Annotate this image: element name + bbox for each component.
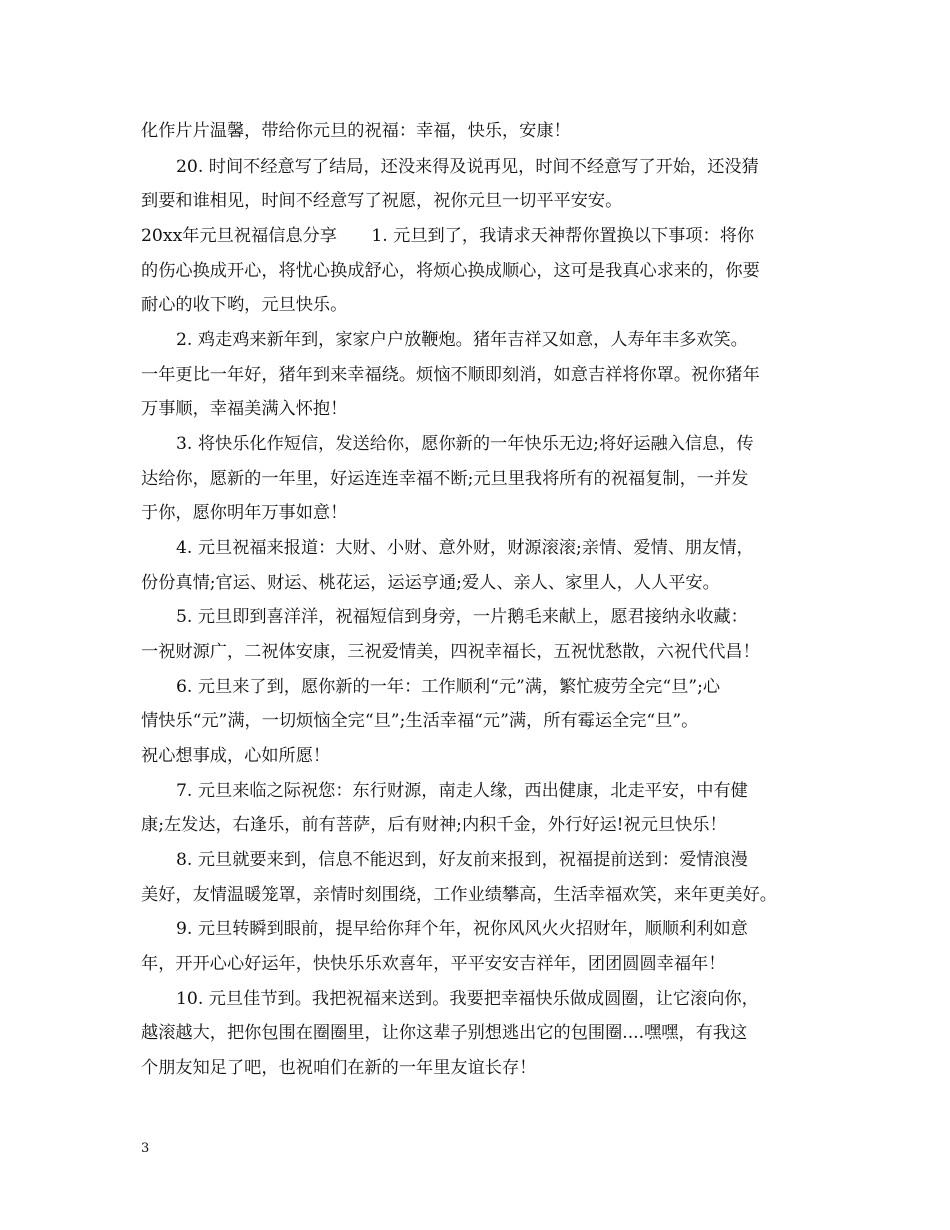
text-line: 9. 元旦转瞬到眼前，提早给你拜个年，祝你风风火火招财年，顺顺利利如意: [176, 919, 748, 939]
text-line: 5. 元旦即到喜洋洋，祝福短信到身旁，一片鹅毛来献上，愿君接纳永收藏：: [176, 607, 748, 627]
text-line: 的伤心换成开心，将忧心换成舒心，将烦心换成顺心，这可是我真心求来的，你要: [141, 261, 760, 281]
page-number: 3: [141, 1141, 150, 1156]
text-line: 美好，友情温暖笼罩，亲情时刻围绕，工作业绩攀高，生活幸福欢笑，来年更美好。: [141, 885, 777, 905]
text-line: 4. 元旦祝福来报道：大财、小财、意外财，财源滚滚;亲情、爱情、朋友情，: [176, 538, 754, 558]
text-line: 康;左发达，右逢乐，前有菩萨，后有财神;内积千金，外行好运!祝元旦快乐！: [141, 815, 727, 835]
text-line: 祝心想事成，心如所愿！: [141, 746, 331, 766]
text-line: 8. 元旦就要来到，信息不能迟到，好友前来报到，祝福提前送到：爱情浪漫: [176, 850, 748, 870]
text-line: 情快乐“元”满，一切烦恼全完“旦”;生活幸福“元”满，所有霉运全完“旦”。: [141, 711, 699, 731]
text-line: 个朋友知足了吧，也祝咱们在新的一年里友谊长存！: [141, 1058, 537, 1078]
text-line: 越滚越大，把你包围在圈圈里，让你这辈子别想逃出它的包围圈....嘿嘿，有我这: [141, 1023, 748, 1043]
text-line: 6. 元旦来了到，愿你新的一年：工作顺利“元”满，繁忙疲劳全完“旦”;心: [176, 677, 721, 697]
text-line: 一祝财源广，二祝体安康，三祝爱情美，四祝幸福长，五祝忧愁散，六祝代代昌！: [141, 642, 760, 662]
text-line: 万事顺，幸福美满入怀抱！: [141, 399, 348, 419]
text-line: 2. 鸡走鸡来新年到，家家户户放鞭炮。猪年吉祥又如意，人寿年丰多欢笑。: [176, 330, 748, 350]
text-line: 到要和谁相见，时间不经意写了祝愿，祝你元旦一切平平安安。: [141, 191, 623, 211]
text-line: 年，开开心心好运年，快快乐乐欢喜年，平平安安吉祥年，团团圆圆幸福年！: [141, 954, 726, 974]
text-line: 化作片片温馨，带给你元旦的祝福：幸福，快乐，安康！: [141, 121, 571, 141]
text-line: 7. 元旦来临之际祝您：东行财源，南走人缘，西出健康，北走平安，中有健: [176, 781, 748, 801]
text-line: 10. 元旦佳节到。我把祝福来送到。我要把幸福快乐做成圆圈，让它滚向你，: [176, 989, 759, 1009]
text-line: 3. 将快乐化作短信，发送给你，愿你新的一年快乐无边;将好运融入信息，传: [176, 434, 754, 454]
text-line: 份份真情;官运、财运、桃花运，运运亨通;爱人、亲人、家里人，人人平安。: [141, 573, 720, 593]
text-line: 于你，愿你明年万事如意！: [141, 503, 348, 523]
text-line: 20. 时间不经意写了结局，还没来得及说再见，时间不经意写了开始，还没猜: [176, 157, 759, 177]
text-line: 耐心的收下哟，元旦快乐。: [141, 295, 348, 315]
text-line: 达给你，愿新的一年里，好运连连幸福不断;元旦里我将所有的祝福复制，一并发: [141, 469, 749, 489]
text-line: 20xx年元旦祝福信息分享 1. 元旦到了，我请求天神帮你置换以下事项：将你: [141, 226, 755, 246]
text-line: 一年更比一年好，猪年到来幸福绕。烦恼不顺即刻消，如意吉祥将你罩。祝你猪年: [141, 365, 760, 385]
